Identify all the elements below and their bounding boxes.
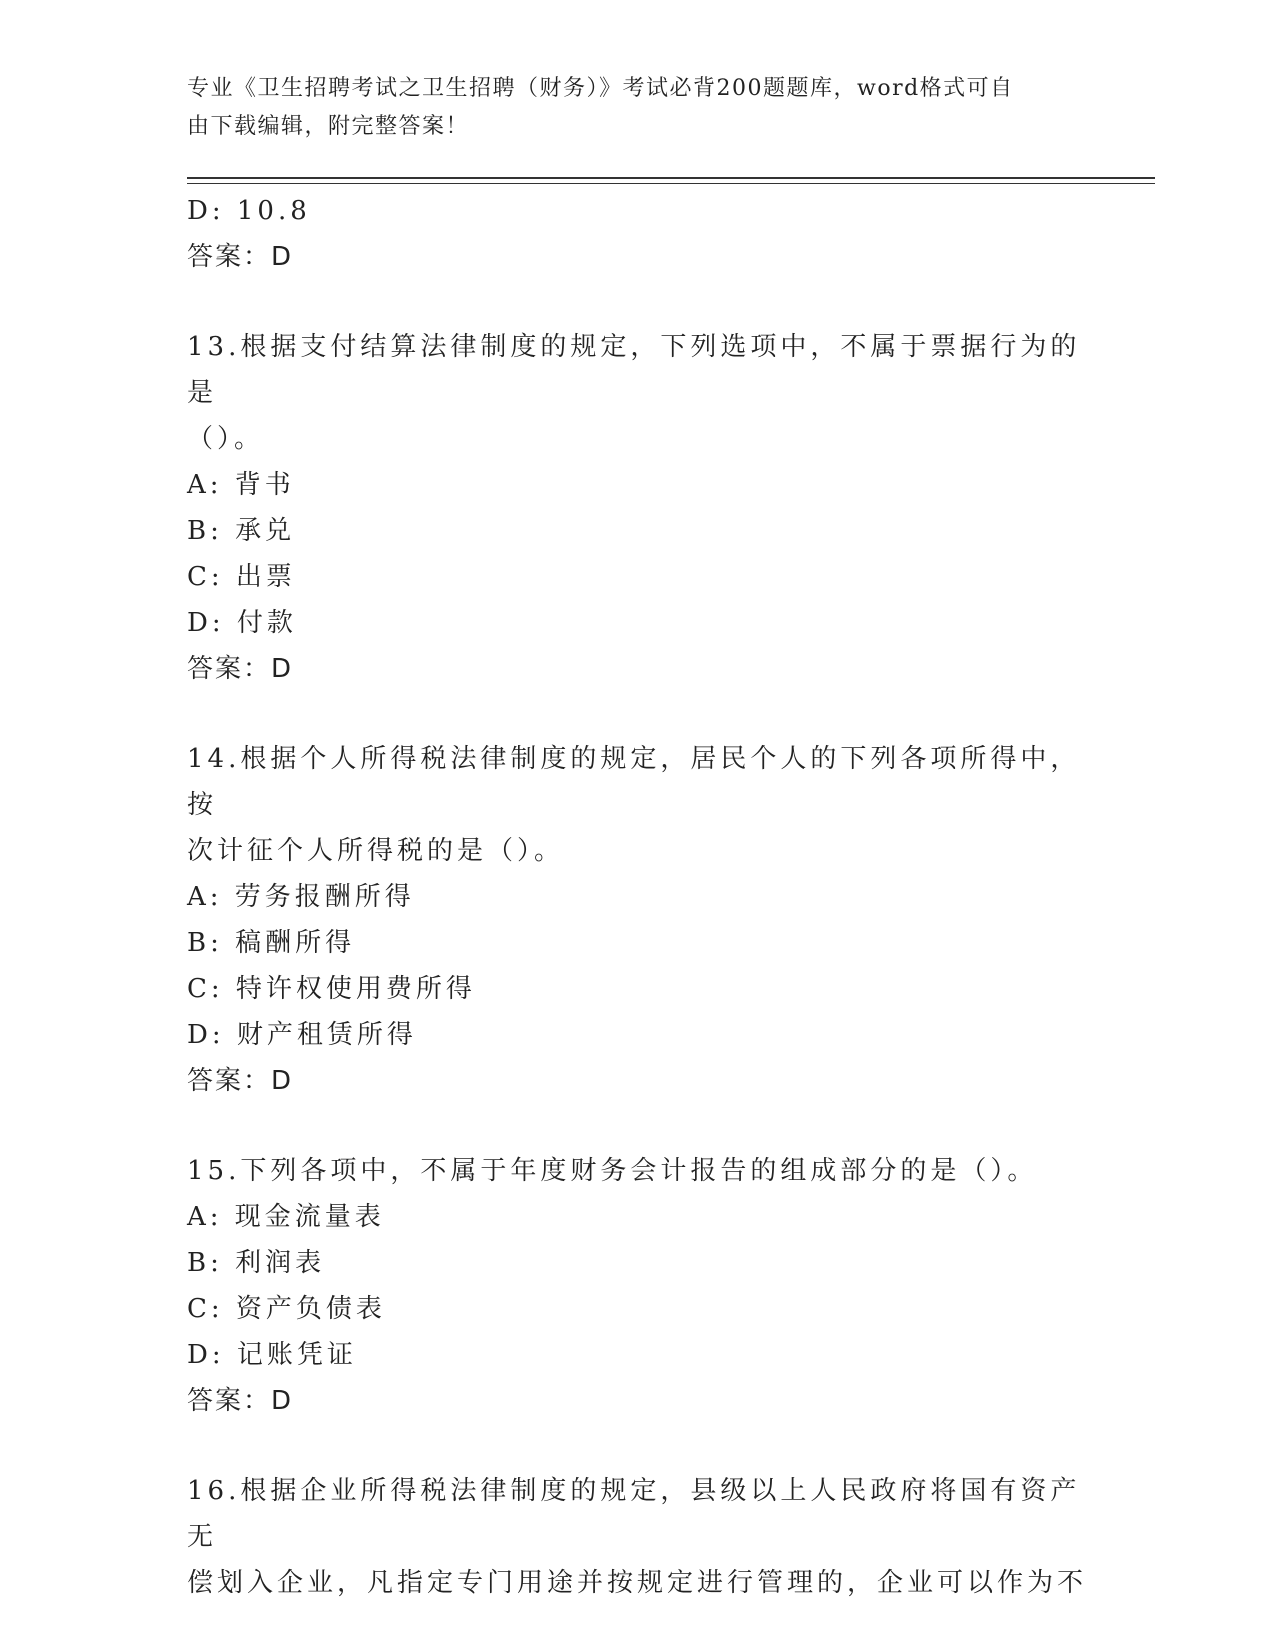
option-a: A: 背书 [187, 470, 295, 500]
option-b: B: 稿酬所得 [187, 928, 356, 958]
header-divider-thick [187, 177, 1155, 179]
header-line-2: 由下载编辑，附完整答案！ [187, 114, 470, 139]
previous-question-tail [187, 188, 1087, 280]
question-text-line: 13.根据支付结算法律制度的规定，下列选项中，不属于票据行为的是 [187, 332, 1081, 408]
question-text-line: 16.根据企业所得税法律制度的规定，县级以上人民政府将国有资产无 [187, 1476, 1081, 1552]
question-text-line: 次计征个人所得税的是（）。 [187, 836, 565, 866]
option-a: A: 现金流量表 [187, 1202, 385, 1232]
option-d: D: 记账凭证 [187, 1340, 357, 1370]
question-text-line: 14.根据个人所得税法律制度的规定，居民个人的下列各项所得中，按 [187, 744, 1081, 820]
option-d: D: 付款 [187, 608, 297, 638]
question-14 [187, 736, 1087, 1104]
header-divider-thin [187, 183, 1155, 184]
document-body [187, 188, 1087, 1606]
option-d: D: 10.8 [187, 196, 311, 226]
option-c: C: 资产负债表 [187, 1294, 386, 1324]
question-16 [187, 1468, 1087, 1606]
option-a: A: 劳务报酬所得 [187, 882, 415, 912]
header-line-1: 专业《卫生招聘考试之卫生招聘（财务）》考试必背200题题库，word格式可自 [187, 76, 1014, 101]
option-d: D: 财产租赁所得 [187, 1020, 417, 1050]
option-c: C: 出票 [187, 562, 296, 592]
answer-line: 答案：D [187, 242, 294, 272]
question-13 [187, 324, 1087, 692]
document-header [187, 70, 1087, 146]
question-15 [187, 1148, 1087, 1424]
answer-line: 答案：D [187, 1386, 294, 1416]
option-b: B: 承兑 [187, 516, 296, 546]
answer-line: 答案：D [187, 1066, 294, 1096]
question-text-line: 15.下列各项中，不属于年度财务会计报告的组成部分的是（）。 [187, 1156, 1038, 1186]
question-text-line: 偿划入企业，凡指定专门用途并按规定进行管理的，企业可以作为不 [187, 1568, 1088, 1598]
option-c: C: 特许权使用费所得 [187, 974, 476, 1004]
question-text-line: （）。 [187, 424, 265, 454]
answer-line: 答案：D [187, 654, 294, 684]
option-b: B: 利润表 [187, 1248, 326, 1278]
